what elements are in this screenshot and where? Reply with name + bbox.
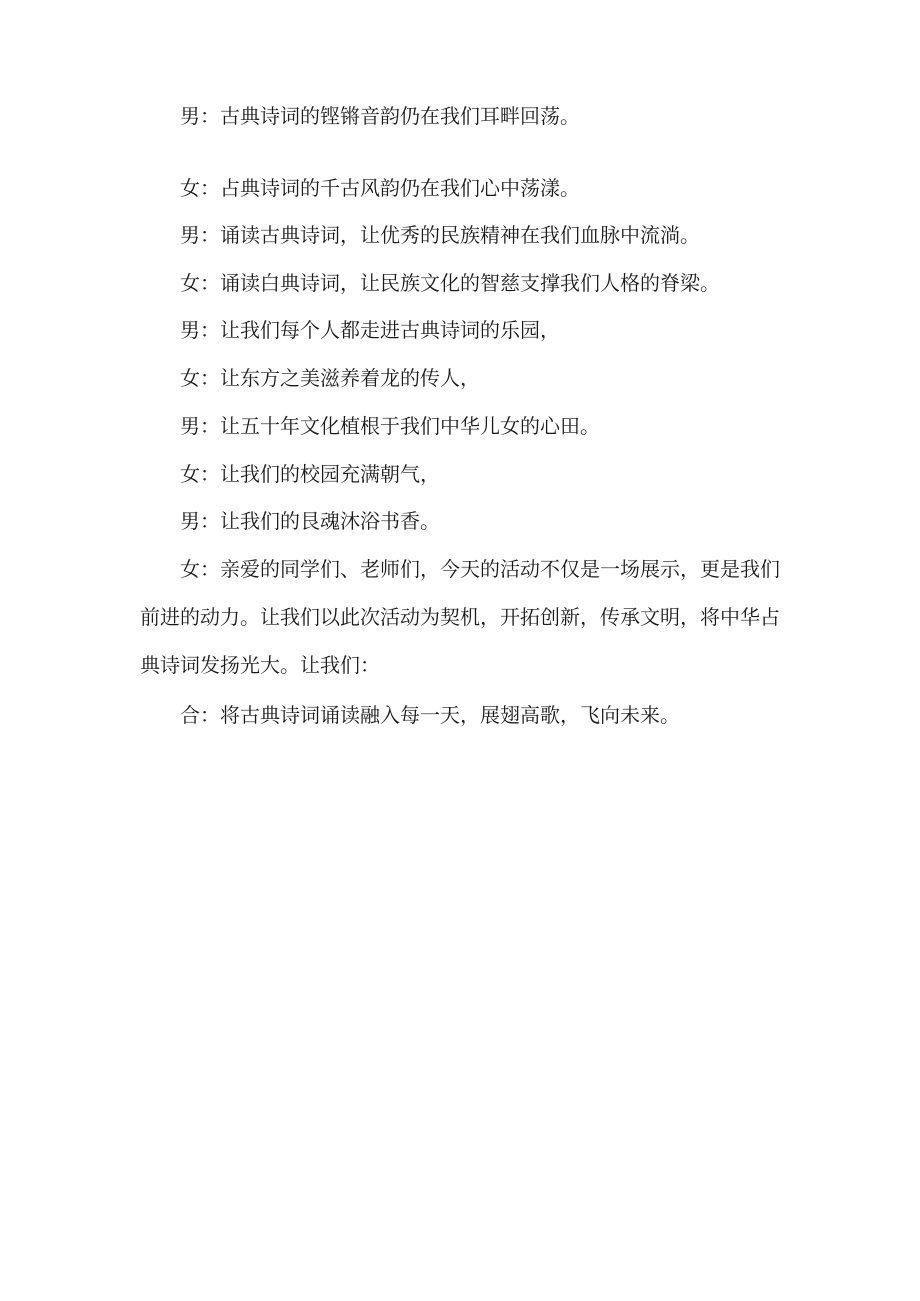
line-5: 男：让我们每个人都走进古典诗词的乐园， (180, 318, 560, 342)
line-1: 男：古典诗词的铿锵音韵仍在我们耳畔回荡。 (180, 104, 580, 128)
line-8: 女：让我们的校园充满朝气， (180, 462, 440, 486)
line-2: 女：占典诗词的千古风韵仍在我们心中荡漾。 (180, 176, 580, 200)
paragraph-line-3: 典诗词发扬光大。让我们： (140, 653, 380, 677)
paragraph-line-1: 女：亲爱的同学们、老师们，今天的活动不仅是一场展示，更是我们 (180, 557, 780, 581)
paragraph-line-2: 前进的动力。让我们以此次活动为契机，开拓创新，传承文明，将中华占 (140, 605, 780, 629)
line-9: 男：让我们的艮魂沐浴书香。 (180, 509, 440, 533)
line-4: 女：诵读白典诗词，让民族文化的智慈支撑我们人格的脊梁。 (180, 271, 720, 295)
line-3: 男：诵读古典诗词，让优秀的民族精神在我们血脉中流淌。 (180, 223, 700, 247)
line-6: 女：让东方之美滋养着龙的传人， (180, 366, 480, 390)
closing-line: 合：将古典诗词诵读融入每一天，展翅高歌，飞向未来。 (180, 703, 680, 727)
line-7: 男：让五十年文化植根于我们中华儿女的心田。 (180, 414, 600, 438)
